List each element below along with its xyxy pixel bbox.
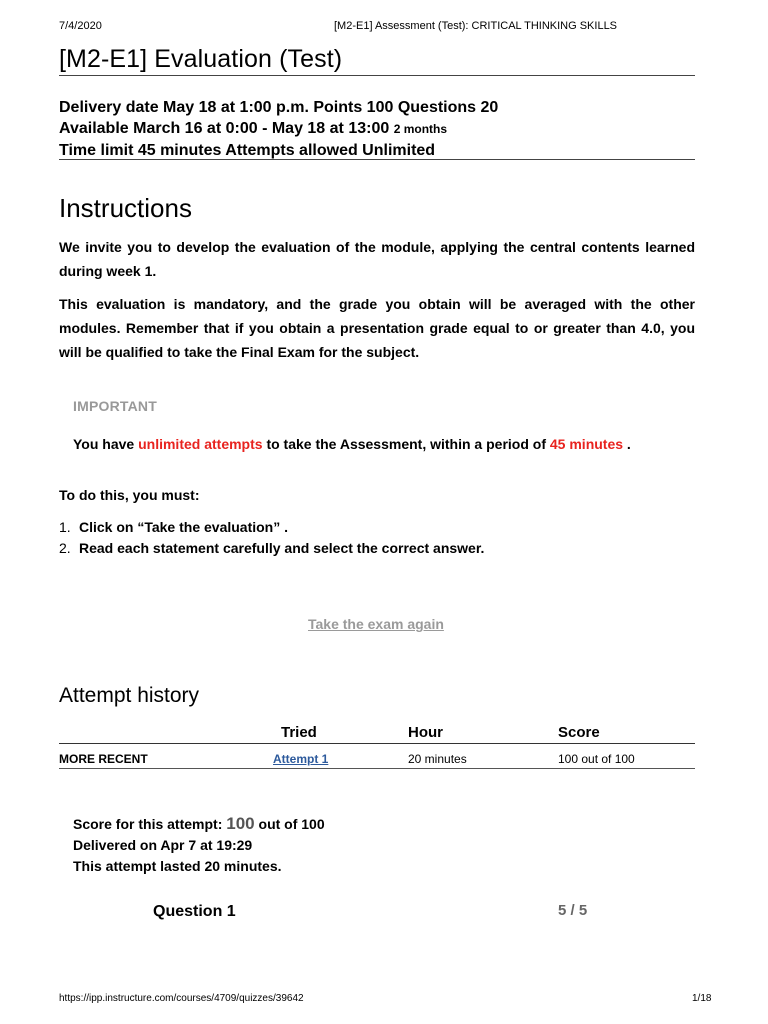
take-exam-again-link[interactable]: Take the exam again <box>308 616 444 632</box>
step-2 <box>59 540 484 556</box>
print-footer-page: 1/18 <box>692 993 712 1004</box>
print-doc-title: [M2-E1] Assessment (Test): CRITICAL THINKING SKILLS <box>334 20 618 32</box>
meta-delivery-line: Delivery date May 18 at 1:00 p.m. Points 100 Questions 20 <box>59 99 499 116</box>
important-note <box>73 436 631 452</box>
page-title: [M2-E1] Evaluation (Test) <box>59 45 343 73</box>
print-footer-url: https://ipp.instructure.com/courses/4709/quizzes/39642 <box>59 993 304 1004</box>
instructions-heading: Instructions <box>59 193 192 223</box>
print-date: 7/4/2020 <box>59 20 102 32</box>
table-row-divider <box>59 768 695 769</box>
important-post: . <box>623 436 631 452</box>
step-1 <box>59 519 288 535</box>
step-2-text: Read each statement carefully and select the correct answer. <box>79 540 485 556</box>
quiz-meta <box>59 97 498 161</box>
title-divider <box>59 75 695 76</box>
todo-label: To do this, you must: <box>59 487 200 503</box>
attempt-1-link[interactable]: Attempt 1 <box>273 752 329 766</box>
score-value: 100 <box>226 814 255 833</box>
table-header-divider <box>59 743 695 744</box>
meta-divider <box>59 159 695 160</box>
instructions-paragraph-2: This evaluation is mandatory, and the grade you obtain will be averaged with the other modules. Remember that if you obtain a presentation grade equal to or greater than 4.0, you will be qualified to take the Final Exam for the subject. <box>59 296 695 360</box>
score-pre: Score for this attempt: <box>73 816 227 832</box>
row-score: 100 out of 100 <box>558 752 635 766</box>
attempt-duration: This attempt lasted 20 minutes. <box>73 858 282 874</box>
row-label: MORE RECENT <box>59 752 148 766</box>
question-title: Question 1 <box>153 903 236 920</box>
meta-limit-line: Time limit 45 minutes Attempts allowed Unlimited <box>59 142 436 159</box>
important-label: IMPORTANT <box>73 398 157 414</box>
step-2-number: 2. <box>59 540 71 556</box>
column-header-score: Score <box>558 724 600 741</box>
important-minutes: 45 minutes <box>549 436 624 452</box>
meta-available-line <box>59 118 498 140</box>
meta-available-text: Available March 16 at 0:00 - May 18 at 13:00 <box>59 120 390 137</box>
score-post: out of 100 <box>254 816 325 832</box>
row-hour: 20 minutes <box>408 752 467 766</box>
attempt-score-line <box>73 813 325 835</box>
attempt-summary <box>73 813 325 877</box>
meta-available-duration: 2 months <box>393 122 448 136</box>
question-points: 5 / 5 <box>558 902 588 919</box>
attempt-delivered: Delivered on Apr 7 at 19:29 <box>73 837 253 853</box>
instructions-paragraph-1: We invite you to develop the evaluation of the module, applying the central contents learned during week 1. <box>59 239 695 279</box>
column-header-tried: Tried <box>281 724 317 741</box>
attempt-history-heading: Attempt history <box>59 684 200 707</box>
important-mid: to take the Assessment, within a period of <box>262 436 550 452</box>
step-1-number: 1. <box>59 519 71 535</box>
column-header-hour: Hour <box>408 724 443 741</box>
step-1-text: Click on “Take the evaluation” . <box>79 519 289 535</box>
important-pre: You have <box>73 436 139 452</box>
important-unlimited: unlimited attempts <box>138 436 263 452</box>
